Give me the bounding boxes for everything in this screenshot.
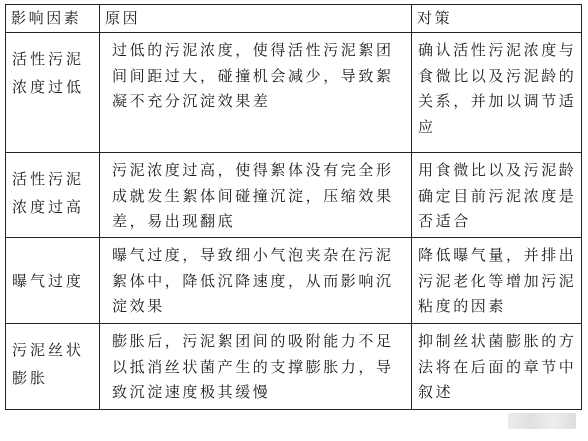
measure-cell: 用食微比以及污泥龄确定目前污泥浓度是否适合: [412, 153, 582, 238]
cause-cell: 过低的污泥浓度，使得活性污泥絮团间间距过大，碰撞机会减少，导致絮凝不充分沉淀效果差: [100, 33, 412, 153]
table-header-row: [6, 5, 582, 33]
table-row: [6, 153, 582, 238]
cause-cell: 膨胀后，污泥絮团间的吸附能力不足以抵消丝状菌产生的支撑膨胀力，导致沉淀速度极其缓慢: [100, 324, 412, 410]
table-row: [6, 324, 582, 410]
factor-cell: 污泥丝状膨胀: [6, 324, 100, 410]
blurred-watermark: [508, 413, 576, 429]
cause-cell: 污泥浓度过高，使得絮体没有完全形成就发生絮体间碰撞沉淀，压缩效果差，易出现翻底: [100, 153, 412, 238]
cause-cell: 曝气过度，导致细小气泡夹杂在污泥絮体中，降低沉降速度，从而影响沉淀效果: [100, 238, 412, 324]
factor-cell: 活性污泥浓度过低: [6, 33, 100, 153]
table-row: [6, 33, 582, 153]
measure-cell: 抑制丝状菌膨胀的方法将在后面的章节中叙述: [412, 324, 582, 410]
header-measure: 对策: [412, 5, 582, 33]
causes-table: [5, 4, 582, 410]
header-factor: 影响因素: [6, 5, 100, 33]
header-cause: 原因: [100, 5, 412, 33]
factor-cell: 活性污泥浓度过高: [6, 153, 100, 238]
measure-cell: 降低曝气量，并排出污泥老化等增加污泥粘度的因素: [412, 238, 582, 324]
measure-cell: 确认活性污泥浓度与食微比以及污泥龄的关系，并加以调节适应: [412, 33, 582, 153]
factor-cell: 曝气过度: [6, 238, 100, 324]
table-row: [6, 238, 582, 324]
